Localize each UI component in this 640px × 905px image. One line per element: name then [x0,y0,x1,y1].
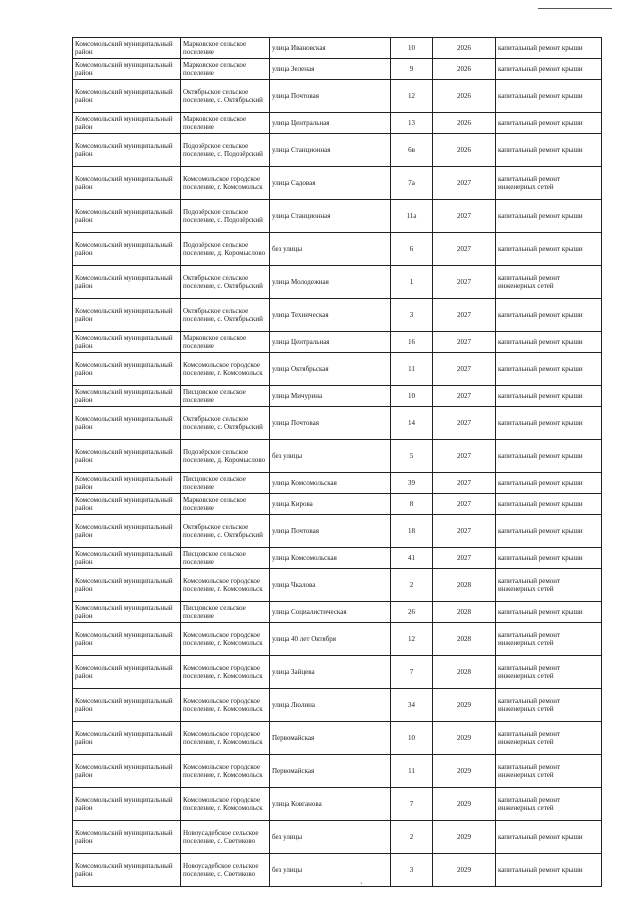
cell-work: капитальный ремонт крыши [496,440,602,473]
cell-street: улица Молодежная [270,266,391,299]
cell-year: 2026 [433,80,496,113]
cell-house: 8 [391,494,433,515]
cell-settlement: Комсомольское городское поселение, г. Комсомольск [181,689,270,722]
cell-year: 2028 [433,623,496,656]
cell-year: 2027 [433,494,496,515]
cell-settlement: Подозёрское сельское поселение, с. Подозёрский [181,134,270,167]
cell-house: 6 [391,233,433,266]
cell-house: 39 [391,473,433,494]
cell-work: капитальный ремонт крыши [496,233,602,266]
cell-year: 2027 [433,353,496,386]
cell-street: улица Техническая [270,299,391,332]
cell-house: 11 [391,755,433,788]
cell-street: улица Ивановская [270,38,391,59]
cell-district: Комсомольский муниципальный район [73,788,181,821]
cell-settlement: Писцовское сельское поселение [181,473,270,494]
cell-settlement: Марковское сельское поселение [181,113,270,134]
cell-year: 2027 [433,233,496,266]
table-row [73,233,602,266]
cell-house: 3 [391,854,433,887]
table-row [73,353,602,386]
cell-settlement: Марковское сельское поселение [181,494,270,515]
cell-year: 2029 [433,788,496,821]
cell-year: 2028 [433,656,496,689]
cell-district: Комсомольский муниципальный район [73,623,181,656]
cell-settlement: Марковское сельское поселение [181,332,270,353]
cell-year: 2027 [433,407,496,440]
cell-settlement: Подозёрское сельское поселение, с. Подозёрский [181,200,270,233]
cell-year: 2029 [433,689,496,722]
cell-year: 2028 [433,602,496,623]
cell-district: Комсомольский муниципальный район [73,407,181,440]
cell-district: Комсомольский муниципальный район [73,332,181,353]
cell-work: капитальный ремонт крыши [496,473,602,494]
cell-house: 7 [391,788,433,821]
cell-work: капитальный ремонт крыши [496,602,602,623]
table-row [73,854,602,887]
cell-district: Комсомольский муниципальный район [73,548,181,569]
cell-street: Первомайская [270,722,391,755]
cell-house: 1 [391,266,433,299]
cell-settlement: Комсомольское городское поселение, г. Комсомольск [181,755,270,788]
cell-district: Комсомольский муниципальный район [73,80,181,113]
cell-street: улица Социалистическая [270,602,391,623]
table-row [73,821,602,854]
cell-house: 13 [391,113,433,134]
cell-settlement: Комсомольское городское поселение, г. Комсомольск [181,569,270,602]
table-row [73,722,602,755]
table-row [73,788,602,821]
cell-settlement: Новоусадебское сельское поселение, с. Светиково [181,854,270,887]
table-row [73,689,602,722]
cell-settlement: Октябрьское сельское поселение, с. Октябрьский [181,407,270,440]
cell-year: 2027 [433,548,496,569]
table-row [73,80,602,113]
cell-house: 11 [391,353,433,386]
cell-year: 2027 [433,332,496,353]
cell-street: улица Центральная [270,332,391,353]
cell-settlement: Комсомольское городское поселение, г. Комсомольск [181,722,270,755]
cell-settlement: Новоусадебское сельское поселение, с. Светиково [181,821,270,854]
cell-house: 12 [391,80,433,113]
cell-street: улица Почтовая [270,515,391,548]
cell-street: без улицы [270,440,391,473]
cell-district: Комсомольский муниципальный район [73,299,181,332]
cell-house: 2 [391,569,433,602]
cell-work: капитальный ремонт крыши [496,515,602,548]
cell-work: капитальный ремонт инженерных сетей [496,623,602,656]
cell-district: Комсомольский муниципальный район [73,38,181,59]
cell-house: 2 [391,821,433,854]
cell-work: капитальный ремонт инженерных сетей [496,266,602,299]
cell-settlement: Октябрьское сельское поселение, с. Октябрьский [181,80,270,113]
cell-work: капитальный ремонт крыши [496,59,602,80]
cell-district: Комсомольский муниципальный район [73,494,181,515]
cell-house: 5 [391,440,433,473]
table-row [73,656,602,689]
cell-house: 10 [391,722,433,755]
cell-house: 34 [391,689,433,722]
cell-street: Первомайская [270,755,391,788]
table-row [73,494,602,515]
table-row [73,440,602,473]
cell-year: 2027 [433,386,496,407]
cell-work: капитальный ремонт крыши [496,38,602,59]
cell-street: улица Садовая [270,167,391,200]
cell-year: 2026 [433,38,496,59]
cell-house: 7 [391,656,433,689]
cell-house: 18 [391,515,433,548]
cell-year: 2026 [433,134,496,167]
table-row [73,569,602,602]
cell-house: 3 [391,299,433,332]
cell-street: улица Станционная [270,134,391,167]
cell-settlement: Октябрьское сельское поселение, с. Октябрьский [181,266,270,299]
cell-work: капитальный ремонт инженерных сетей [496,689,602,722]
cell-settlement: Писцовское сельское поселение [181,386,270,407]
cell-house: 12 [391,623,433,656]
cell-street: улица Центральная [270,113,391,134]
table-row [73,623,602,656]
cell-work: капитальный ремонт крыши [496,113,602,134]
cell-settlement: Подозёрское сельское поселение, д. Коромыслово [181,440,270,473]
table-row [73,134,602,167]
cell-street: улица Почтовая [270,80,391,113]
cell-work: капитальный ремонт крыши [496,407,602,440]
cell-district: Комсомольский муниципальный район [73,656,181,689]
cell-settlement: Писцовское сельское поселение [181,602,270,623]
table-row [73,167,602,200]
cell-street: без улицы [270,854,391,887]
table-row [73,386,602,407]
table-row [73,38,602,59]
cell-year: 2027 [433,299,496,332]
cell-settlement: Комсомольское городское поселение, г. Комсомольск [181,656,270,689]
cell-street: улица 40 лет Октября [270,623,391,656]
cell-house: 7а [391,167,433,200]
table-row [73,59,602,80]
cell-settlement: Октябрьское сельское поселение, с. Октябрьский [181,515,270,548]
cell-district: Комсомольский муниципальный район [73,569,181,602]
cell-work: капитальный ремонт крыши [496,494,602,515]
cell-street: улица Зайцева [270,656,391,689]
cell-house: 9 [391,59,433,80]
cell-street: улица Октябрьская [270,353,391,386]
cell-work: капитальный ремонт инженерных сетей [496,788,602,821]
cell-year: 2027 [433,440,496,473]
cell-street: улица Люлина [270,689,391,722]
cell-year: 2029 [433,854,496,887]
cell-work: капитальный ремонт крыши [496,854,602,887]
cell-settlement: Комсомольское городское поселение, г. Комсомольск [181,167,270,200]
cell-district: Комсомольский муниципальный район [73,266,181,299]
cell-house: 14 [391,407,433,440]
cell-district: Комсомольский муниципальный район [73,602,181,623]
cell-district: Комсомольский муниципальный район [73,353,181,386]
cell-work: капитальный ремонт крыши [496,299,602,332]
cell-work: капитальный ремонт инженерных сетей [496,656,602,689]
cell-year: 2028 [433,569,496,602]
cell-year: 2027 [433,266,496,299]
table-row [73,407,602,440]
cell-district: Комсомольский муниципальный район [73,113,181,134]
cell-work: капитальный ремонт инженерных сетей [496,755,602,788]
cell-district: Комсомольский муниципальный район [73,59,181,80]
cell-street: улица Станционная [270,200,391,233]
table-row [73,602,602,623]
cell-work: капитальный ремонт инженерных сетей [496,167,602,200]
page-dot: · [360,879,363,888]
cell-street: улица Мичурина [270,386,391,407]
table-body [73,38,602,887]
cell-district: Комсомольский муниципальный район [73,473,181,494]
cell-street: без улицы [270,821,391,854]
cell-work: капитальный ремонт инженерных сетей [496,569,602,602]
cell-district: Комсомольский муниципальный район [73,167,181,200]
cell-year: 2029 [433,722,496,755]
cell-street: улица Комсомольская [270,548,391,569]
cell-house: 26 [391,602,433,623]
cell-year: 2026 [433,113,496,134]
table-row [73,548,602,569]
cell-settlement: Писцовское сельское поселение [181,548,270,569]
cell-settlement: Комсомольское городское поселение, г. Комсомольск [181,788,270,821]
cell-district: Комсомольский муниципальный район [73,755,181,788]
table-row [73,515,602,548]
cell-district: Комсомольский муниципальный район [73,134,181,167]
cell-district: Комсомольский муниципальный район [73,200,181,233]
cell-year: 2027 [433,473,496,494]
cell-work: капитальный ремонт крыши [496,200,602,233]
cell-house: 16 [391,332,433,353]
cell-district: Комсомольский муниципальный район [73,515,181,548]
cell-house: 10 [391,38,433,59]
cell-settlement: Комсомольское городское поселение, г. Комсомольск [181,353,270,386]
cell-house: 11а [391,200,433,233]
cell-year: 2027 [433,515,496,548]
cell-work: капитальный ремонт крыши [496,548,602,569]
cell-street: улица Ковганова [270,788,391,821]
cell-year: 2027 [433,167,496,200]
cell-year: 2027 [433,200,496,233]
cell-street: улица Чкалова [270,569,391,602]
cell-house: 10 [391,386,433,407]
cell-street: улица Кирова [270,494,391,515]
cell-street: улица Комсомольская [270,473,391,494]
table-row [73,299,602,332]
cell-house: 6в [391,134,433,167]
cell-district: Комсомольский муниципальный район [73,386,181,407]
page-top-rule [538,8,612,9]
cell-work: капитальный ремонт инженерных сетей [496,722,602,755]
cell-work: капитальный ремонт крыши [496,821,602,854]
cell-work: капитальный ремонт крыши [496,332,602,353]
cell-street: улица Зеленая [270,59,391,80]
cell-house: 41 [391,548,433,569]
table-row [73,113,602,134]
table-row [73,332,602,353]
cell-settlement: Подозёрское сельское поселение, д. Коромыслово [181,233,270,266]
cell-settlement: Октябрьское сельское поселение, с. Октябрьский [181,299,270,332]
table-row [73,755,602,788]
cell-district: Комсомольский муниципальный район [73,689,181,722]
cell-district: Комсомольский муниципальный район [73,722,181,755]
cell-district: Комсомольский муниципальный район [73,854,181,887]
cell-street: без улицы [270,233,391,266]
table-row [73,473,602,494]
cell-settlement: Комсомольское городское поселение, г. Комсомольск [181,623,270,656]
cell-work: капитальный ремонт крыши [496,353,602,386]
cell-district: Комсомольский муниципальный район [73,440,181,473]
cell-work: капитальный ремонт крыши [496,134,602,167]
cell-work: капитальный ремонт крыши [496,80,602,113]
cell-district: Комсомольский муниципальный район [73,821,181,854]
cell-year: 2029 [433,755,496,788]
cell-work: капитальный ремонт крыши [496,386,602,407]
cell-settlement: Марковское сельское поселение [181,38,270,59]
table-row [73,200,602,233]
cell-district: Комсомольский муниципальный район [73,233,181,266]
cell-year: 2029 [433,821,496,854]
cell-settlement: Марковское сельское поселение [181,59,270,80]
cell-year: 2026 [433,59,496,80]
cell-street: улица Почтовая [270,407,391,440]
housing-repair-table [72,37,602,887]
table-row [73,266,602,299]
